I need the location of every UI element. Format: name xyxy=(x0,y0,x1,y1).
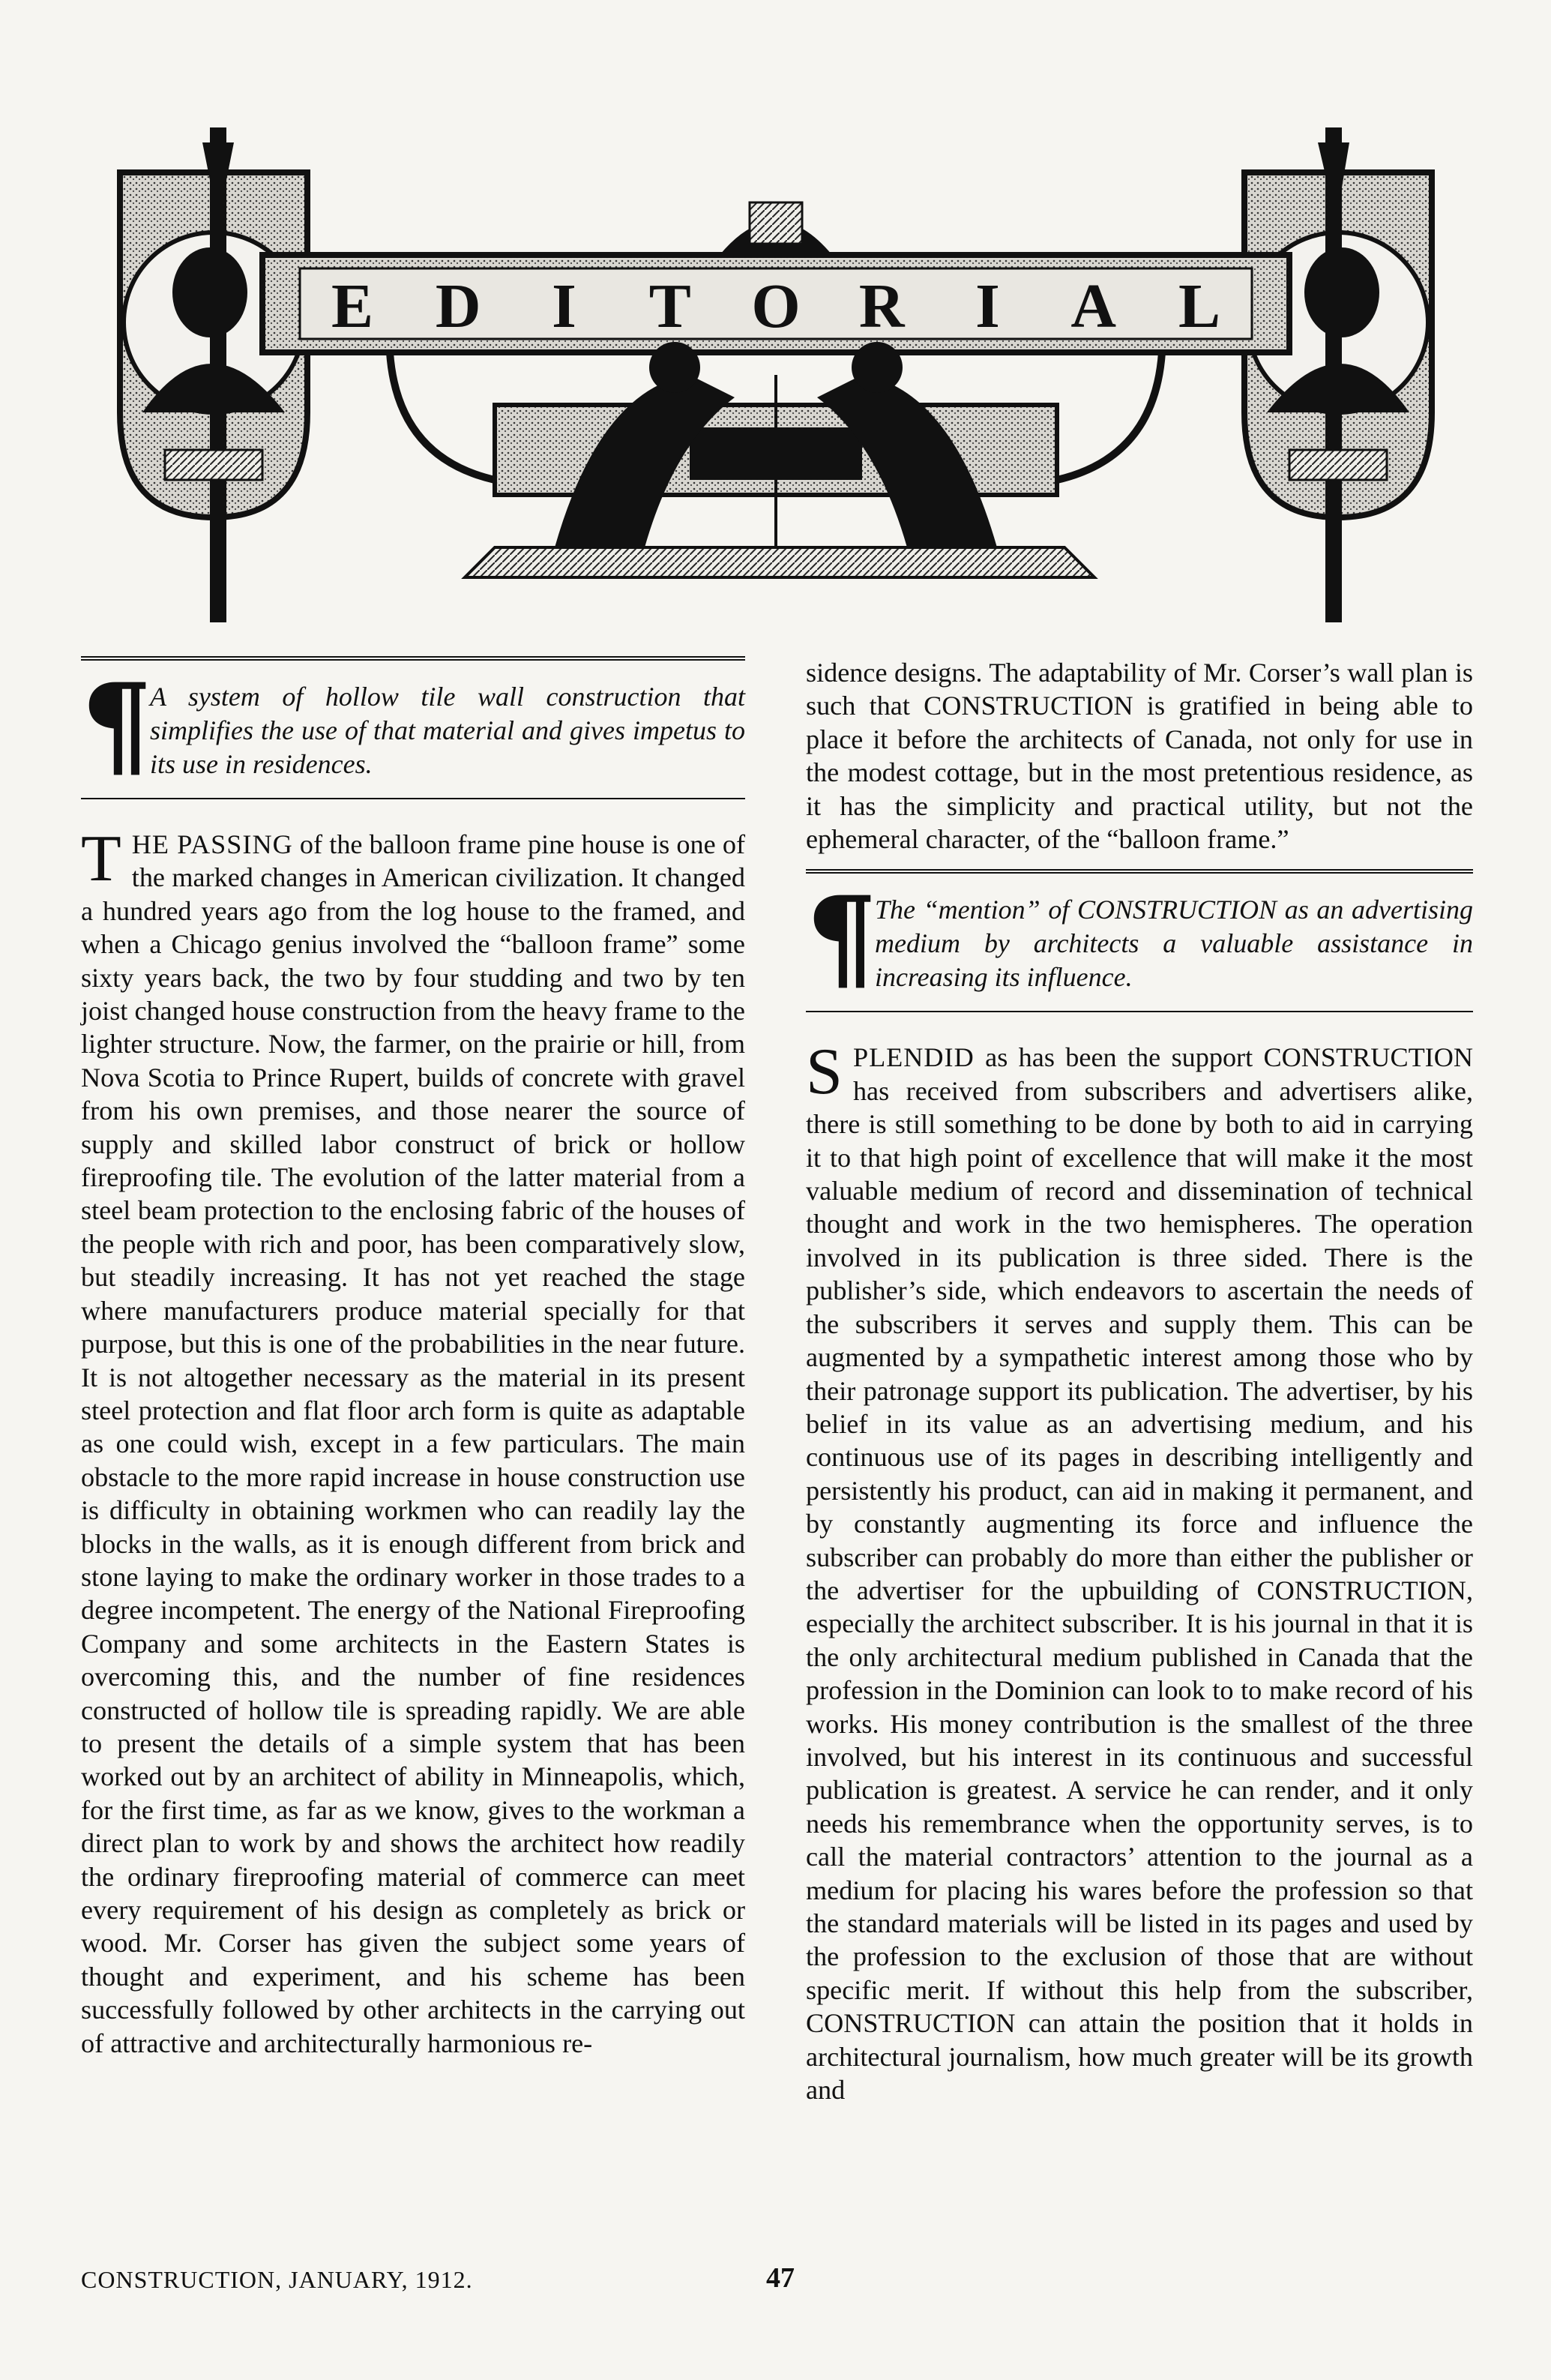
title-letter: I xyxy=(552,271,576,341)
central-workers-illustration xyxy=(390,342,1162,577)
right-callout-rule xyxy=(806,1011,1473,1012)
title-letter: R xyxy=(858,271,905,341)
left-column xyxy=(81,656,745,2060)
title-letter: I xyxy=(975,271,1000,341)
right-article-body xyxy=(806,1036,1473,2106)
right-callout-text: The “mention” of CONSTRUCTION as an advertising medium by architects a valuable assistance in increasing its influence. xyxy=(875,895,1473,993)
pilcrow-icon: ¶ xyxy=(81,659,153,791)
right-lead-caps: PLENDID xyxy=(852,1042,975,1073)
page-number: 47 xyxy=(766,2262,795,2294)
title-letter: O xyxy=(751,271,801,341)
editorial-title xyxy=(331,271,1220,341)
title-letter: T xyxy=(648,271,691,341)
pilcrow-icon: ¶ xyxy=(806,872,878,1005)
left-callout-text: A system of hollow tile wall construction that simplifies the use of that material and gives impetus to its use in residences. xyxy=(150,682,745,779)
right-medallion xyxy=(1244,127,1432,622)
right-continuation: sidence designs. The adaptability of Mr. Corser’s wall plan is such that CONSTRUCTION is gratified in being able to place it before the architects of Canada, not only for use in the modest cottage, but in the most pretentious residence, as it has the simplicity and practical utility, but not the ephemeral character, of the “balloon frame.” xyxy=(806,658,1473,855)
title-letter: D xyxy=(435,271,481,341)
left-lead-caps: HE PASSING xyxy=(131,829,293,859)
editorial-banner-illustration xyxy=(75,127,1477,637)
title-letter: L xyxy=(1178,271,1221,341)
left-body-text: of the balloon frame pine house is one of the marked changes in American civilization. It changed a hundred years ago from the log house to the framed, and when a Chicago genius involved the “balloon frame” some sixty years back, the two by four studding and two by ten joist changed house construction from the heavy frame to the lighter structure. Now, the farmer, on the prairie or hill, from Nova Scotia to Prince Rupert, builds of concrete with gravel from his own premises, and those nearer the source of supply and skilled labor construct of brick or hollow fireproofing tile. The evolution of the latter material from a steel beam protection to the enclosing fabric of the houses of the people with rich and poor, has been comparatively slow, but steadily increasing. It has not yet reached the stage where manufacturers produce material specially for that purpose, but this is one of the probabilities in the near future. It is not altogether necessary as the material in its present steel protection and flat floor arch form is quite as adaptable as one could wish, except in a few particulars. The main obstacle to the more rapid increase in house construction use is difficulty in obtaining workmen who can readily lay the blocks in the walls, as it is enough different from brick and stone laying to make the ordinary worker in those trades to a degree incompetent. The energy of the National Fireproofing Company and some architects in the Eastern States is overcoming this, and the number of fine residences constructed of hollow tile is spreading rapidly. We are able to present the details of a simple system that has been worked out by an architect of ability in Minneapolis, which, for the first time, as far as we know, gives to the workman a direct plan to work by and shows the architect how readily the ordinary fireproofing material of commerce can meet every requirement of his design as completely as brick or wood. Mr. Corser has given the subject some years of thought and experiment, and his scheme has been successfully followed by other architects in the carrying out of attractive and architecturally harmonious re- xyxy=(81,829,746,2058)
left-callout-rule xyxy=(81,798,745,799)
left-article-body xyxy=(81,823,746,2060)
right-dropcap: S xyxy=(806,1036,843,1109)
title-letter: E xyxy=(331,271,374,341)
title-letter: A xyxy=(1070,271,1117,341)
right-callout xyxy=(806,874,1473,1011)
left-medallion xyxy=(120,127,307,622)
left-dropcap: T xyxy=(81,823,121,895)
right-column xyxy=(806,656,1473,2106)
right-body-text: as has been the support CONSTRUCTION has received from subscribers and advertisers alike, there is still something to be done by both to aid in carrying it to that high point of excellence that will make it the most valuable medium of record and dissemination of technical thought and work in the two hemispheres. The operation involved in its publication is three sided. There is the publisher’s side, which endeavors to ascertain the needs of the subscribers it serves and supply them. This can be augmented by a sympathetic interest among those who by their patronage support its publication. The advertiser, by his belief in its value as an advertising medium, and his continuous use of its pages in describing intelligently and persistently his product, can aid in making it permanent, and by constantly augmenting its force and influence the subscriber can probably do more than either the publisher or the advertiser for the upbuilding of CONSTRUCTION, especially the architect subscriber. It is his journal in that it is the only architectural medium published in Canada that the profession in the Dominion can look to to make record of his works. His money contribution is the smallest of the three involved, but his interest in its continuous and successful publication is greatest. A service he can render, and it only needs his remembrance when the opportunity serves, is to call the material contractors’ attention to the journal as a medium for placing his wares before the profession so that the standard materials will be listed in its pages and used by the profession to the exclusion of those that are without specific merit. If without this help from the subscriber, CONSTRUCTION can attain the position that it holds in architectural journalism, how much greater will be its growth and xyxy=(806,1042,1473,2106)
left-callout xyxy=(81,661,745,798)
journal-footer: CONSTRUCTION, JANUARY, 1912. xyxy=(81,2266,473,2293)
